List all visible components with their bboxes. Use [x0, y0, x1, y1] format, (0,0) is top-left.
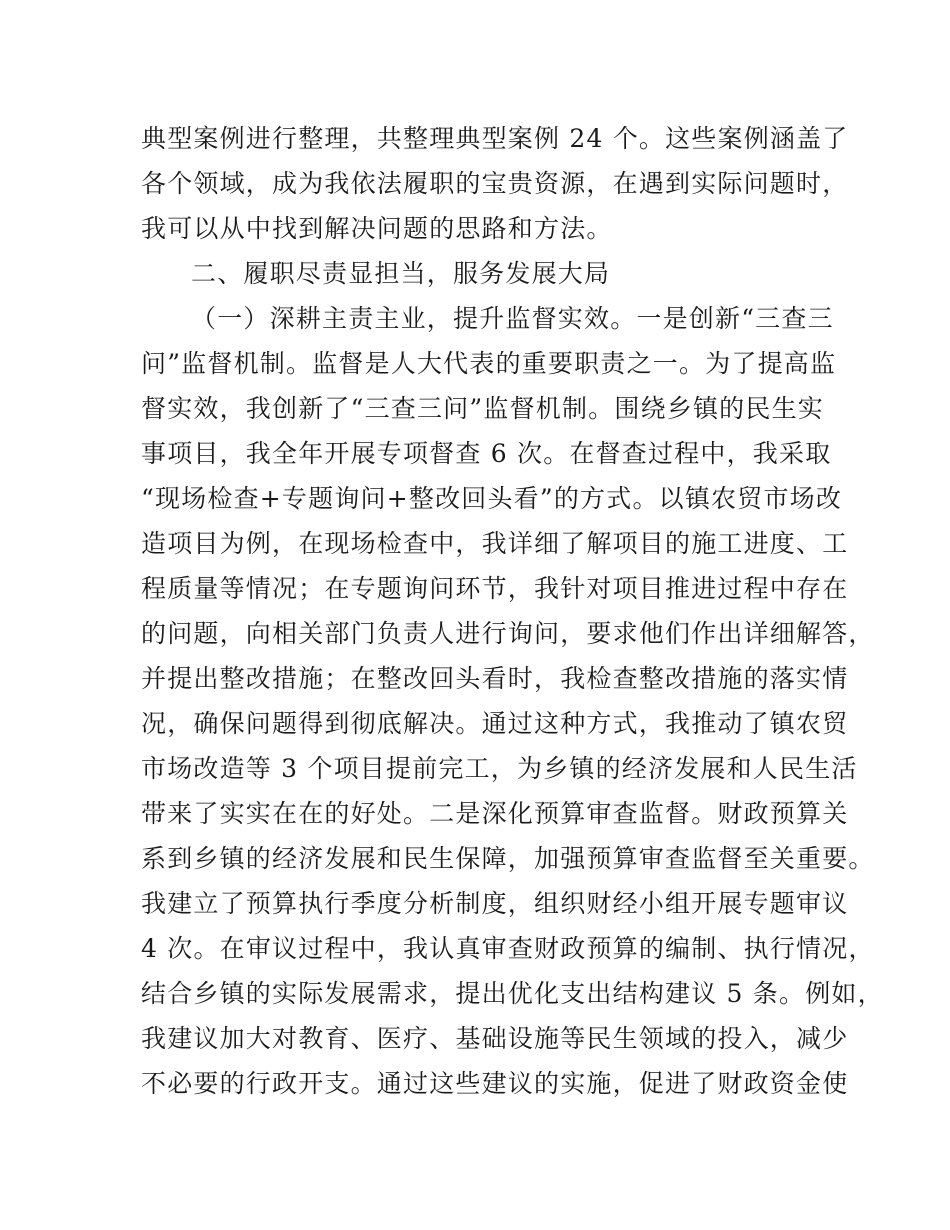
- text-line: “现场检查+专题询问+整改回头看”的方式。以镇农贸市场改: [141, 484, 843, 513]
- text-line: 不必要的行政开支。通过这些建议的实施，促进了财政资金使: [141, 1069, 849, 1098]
- text-line: 典型案例进行整理，共整理典型案例 24 个。这些案例涵盖了: [141, 124, 849, 153]
- text-line: 问”监督机制。监督是人大代表的重要职责之一。为了提高监: [141, 349, 837, 378]
- text-line: 各个领域，成为我依法履职的宝贵资源，在遇到实际问题时，: [141, 169, 849, 198]
- text-line: 况，确保问题得到彻底解决。通过这种方式，我推动了镇农贸: [141, 709, 849, 738]
- text-line: 造项目为例，在现场检查中，我详细了解项目的施工进度、工: [141, 529, 849, 558]
- text-line: 督实效，我创新了“三查三问”监督机制。围绕乡镇的民生实: [141, 394, 824, 423]
- text-line: 4 次。在审议过程中，我认真审查财政预算的编制、执行情况，: [141, 934, 875, 963]
- text-line: 我建立了预算执行季度分析制度，组织财经小组开展专题审议: [141, 889, 849, 918]
- text-line: 带来了实实在在的好处。二是深化预算审查监督。财政预算关: [141, 799, 849, 828]
- text-line: 结合乡镇的实际发展需求，提出优化支出结构建议 5 条。例如，: [141, 979, 884, 1008]
- text-line: 我建议加大对教育、医疗、基础设施等民生领域的投入，减少: [141, 1024, 849, 1053]
- section-heading: 二、履职尽责显担当，服务发展大局: [191, 259, 611, 288]
- document-body: [141, 116, 884, 1106]
- text-line: 市场改造等 3 个项目提前完工，为乡镇的经济发展和人民生活: [141, 754, 858, 783]
- text-line: 并提出整改措施；在整改回头看时，我检查整改措施的落实情: [141, 664, 849, 693]
- text-line: 的问题，向相关部门负责人进行询问，要求他们作出详细解答，: [141, 619, 875, 648]
- text-line: 我可以从中找到解决问题的思路和方法。: [141, 214, 613, 243]
- subsection-heading-line: （一）深耕主责主业，提升监督实效。一是创新“三查三: [191, 304, 834, 333]
- text-line: 事项目，我全年开展专项督查 6 次。在督查过程中，我采取: [141, 439, 832, 468]
- text-line: 系到乡镇的经济发展和民生保障，加强预算审查监督至关重要。: [141, 844, 875, 873]
- text-line: 程质量等情况；在专题询问环节，我针对项目推进过程中存在: [141, 574, 849, 603]
